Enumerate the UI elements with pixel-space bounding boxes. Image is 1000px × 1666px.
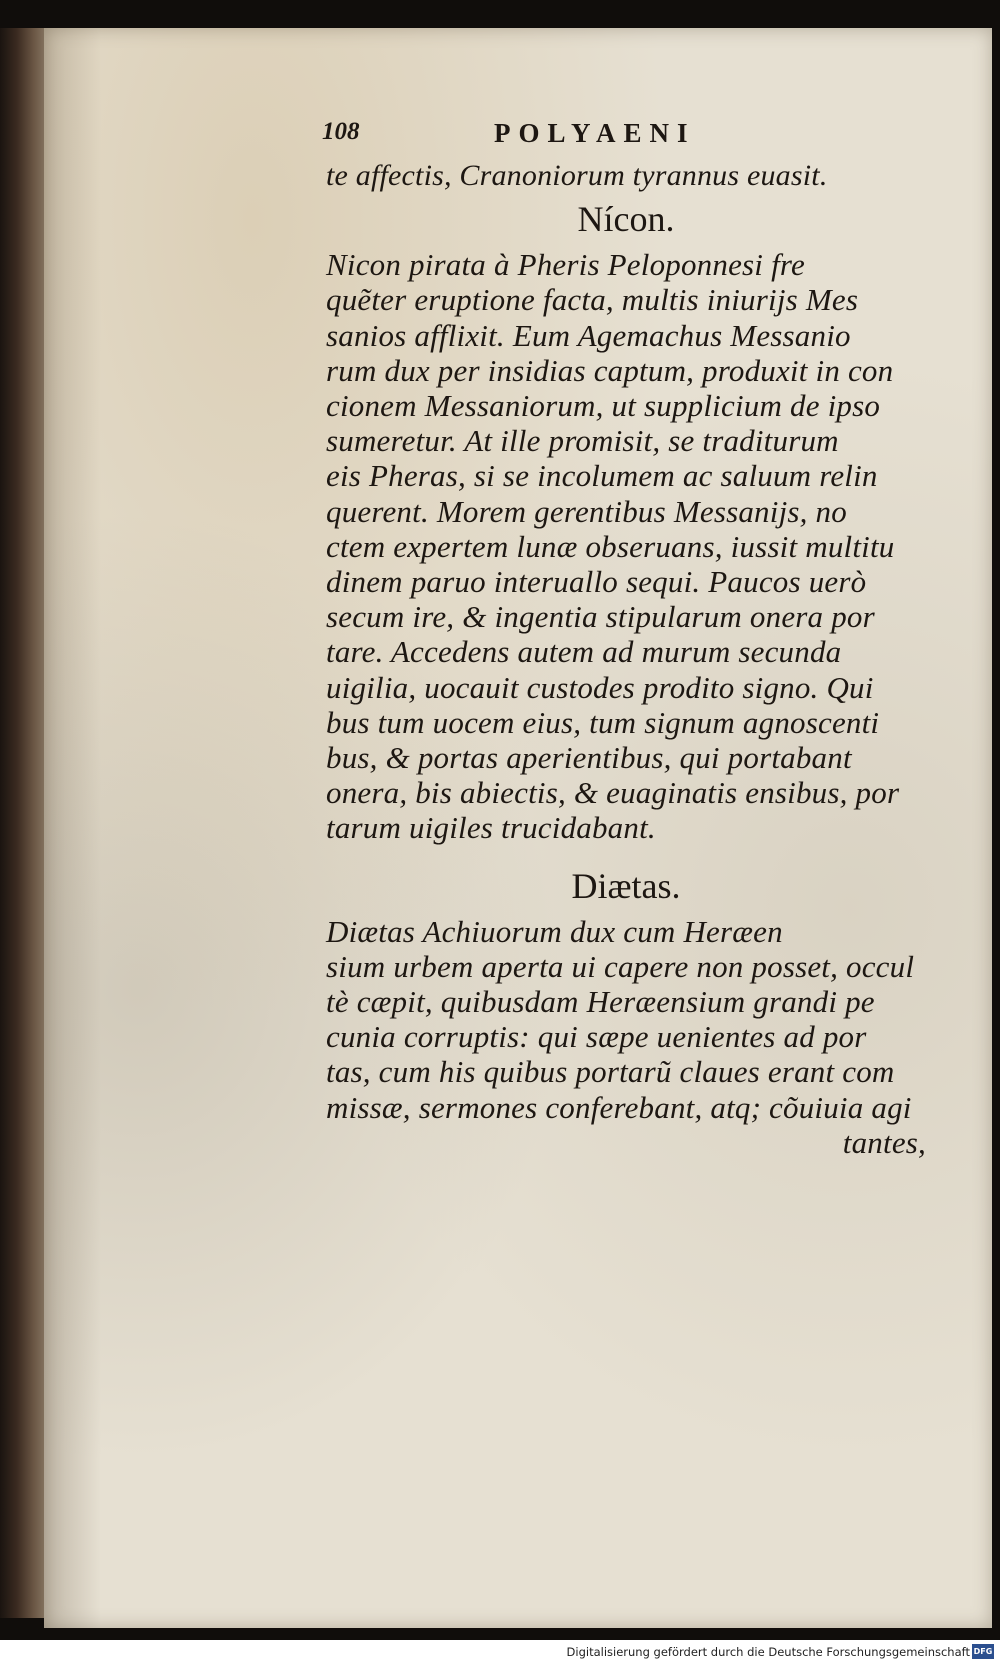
text-line: rum dux per insidias captum, produxit in con	[326, 352, 894, 388]
section-title-nicon: Nícon.	[577, 199, 675, 240]
text-line: ctem expertem lunæ obseruans, iussit multitu	[326, 528, 895, 564]
paragraph-nicon	[326, 247, 926, 845]
text-line: tas, cum his quibus portarũ claues erant com	[326, 1054, 895, 1090]
text-line: te affectis, Cranoniorum tyrannus euasit.	[326, 159, 828, 192]
catchword: tantes,	[842, 1124, 926, 1160]
footer-bar	[0, 1640, 1000, 1666]
text-line: cunia corruptis: qui sæpe uenientes ad por	[326, 1019, 867, 1055]
text-line: cionem Messaniorum, ut supplicium de ipso	[326, 388, 881, 424]
funding-credit: Digitalisierung gefördert durch die Deutsche Forschungsgemeinschaft	[566, 1645, 970, 1659]
book-spine-edge	[0, 28, 48, 1618]
text-line: eis Pheras, si se incolumem ac saluum relin	[326, 458, 878, 494]
text-line: dinem paruo interuallo sequi. Paucos uerò	[326, 564, 867, 600]
running-title: POLYAENI	[494, 118, 696, 148]
text-line: bus tum uocem eius, tum signum agnoscenti	[326, 704, 880, 740]
text-line: sium urbem aperta ui capere non posset, occul	[326, 948, 915, 984]
text-line: missæ, sermones conferebant, atq; cõuiuia agi	[326, 1089, 912, 1125]
text-line: bus, & portas aperientibus, qui portabant	[326, 740, 852, 776]
text-line: tè cæpit, quibusdam Heræensium grandi pe	[326, 984, 875, 1020]
text-line: sanios afflixit. Eum Agemachus Messanio	[326, 317, 851, 353]
text-line: uigilia, uocauit custodes prodito signo. Qui	[326, 669, 874, 705]
section-title-diaetas: Diætas.	[571, 865, 681, 906]
dfg-logo-icon: DFG	[972, 1644, 994, 1659]
text-line: secum ire, & ingentia stipularum onera por	[326, 599, 875, 635]
text-line: onera, bis abiectis, & euaginatis ensibus, por	[326, 775, 900, 811]
text-line: tare. Accedens autem ad murum secunda	[326, 634, 842, 670]
text-line: quẽter eruptione facta, multis iniurijs Mes	[326, 282, 859, 318]
text-line: tarum uigiles trucidabant.	[326, 810, 656, 846]
text-line: sumeretur. At ille promisit, se traditurum	[326, 423, 839, 459]
paragraph-diaetas	[326, 914, 926, 1160]
text-line: querent. Morem gerentibus Messanijs, no	[326, 493, 847, 529]
text-line: Diætas Achiuorum dux cum Heræen	[326, 913, 783, 949]
running-head	[322, 118, 926, 158]
text-block	[322, 118, 926, 1160]
text-line: Nicon pirata à Pheris Peloponnesi fre	[326, 247, 805, 283]
page-number: 108	[322, 118, 360, 145]
